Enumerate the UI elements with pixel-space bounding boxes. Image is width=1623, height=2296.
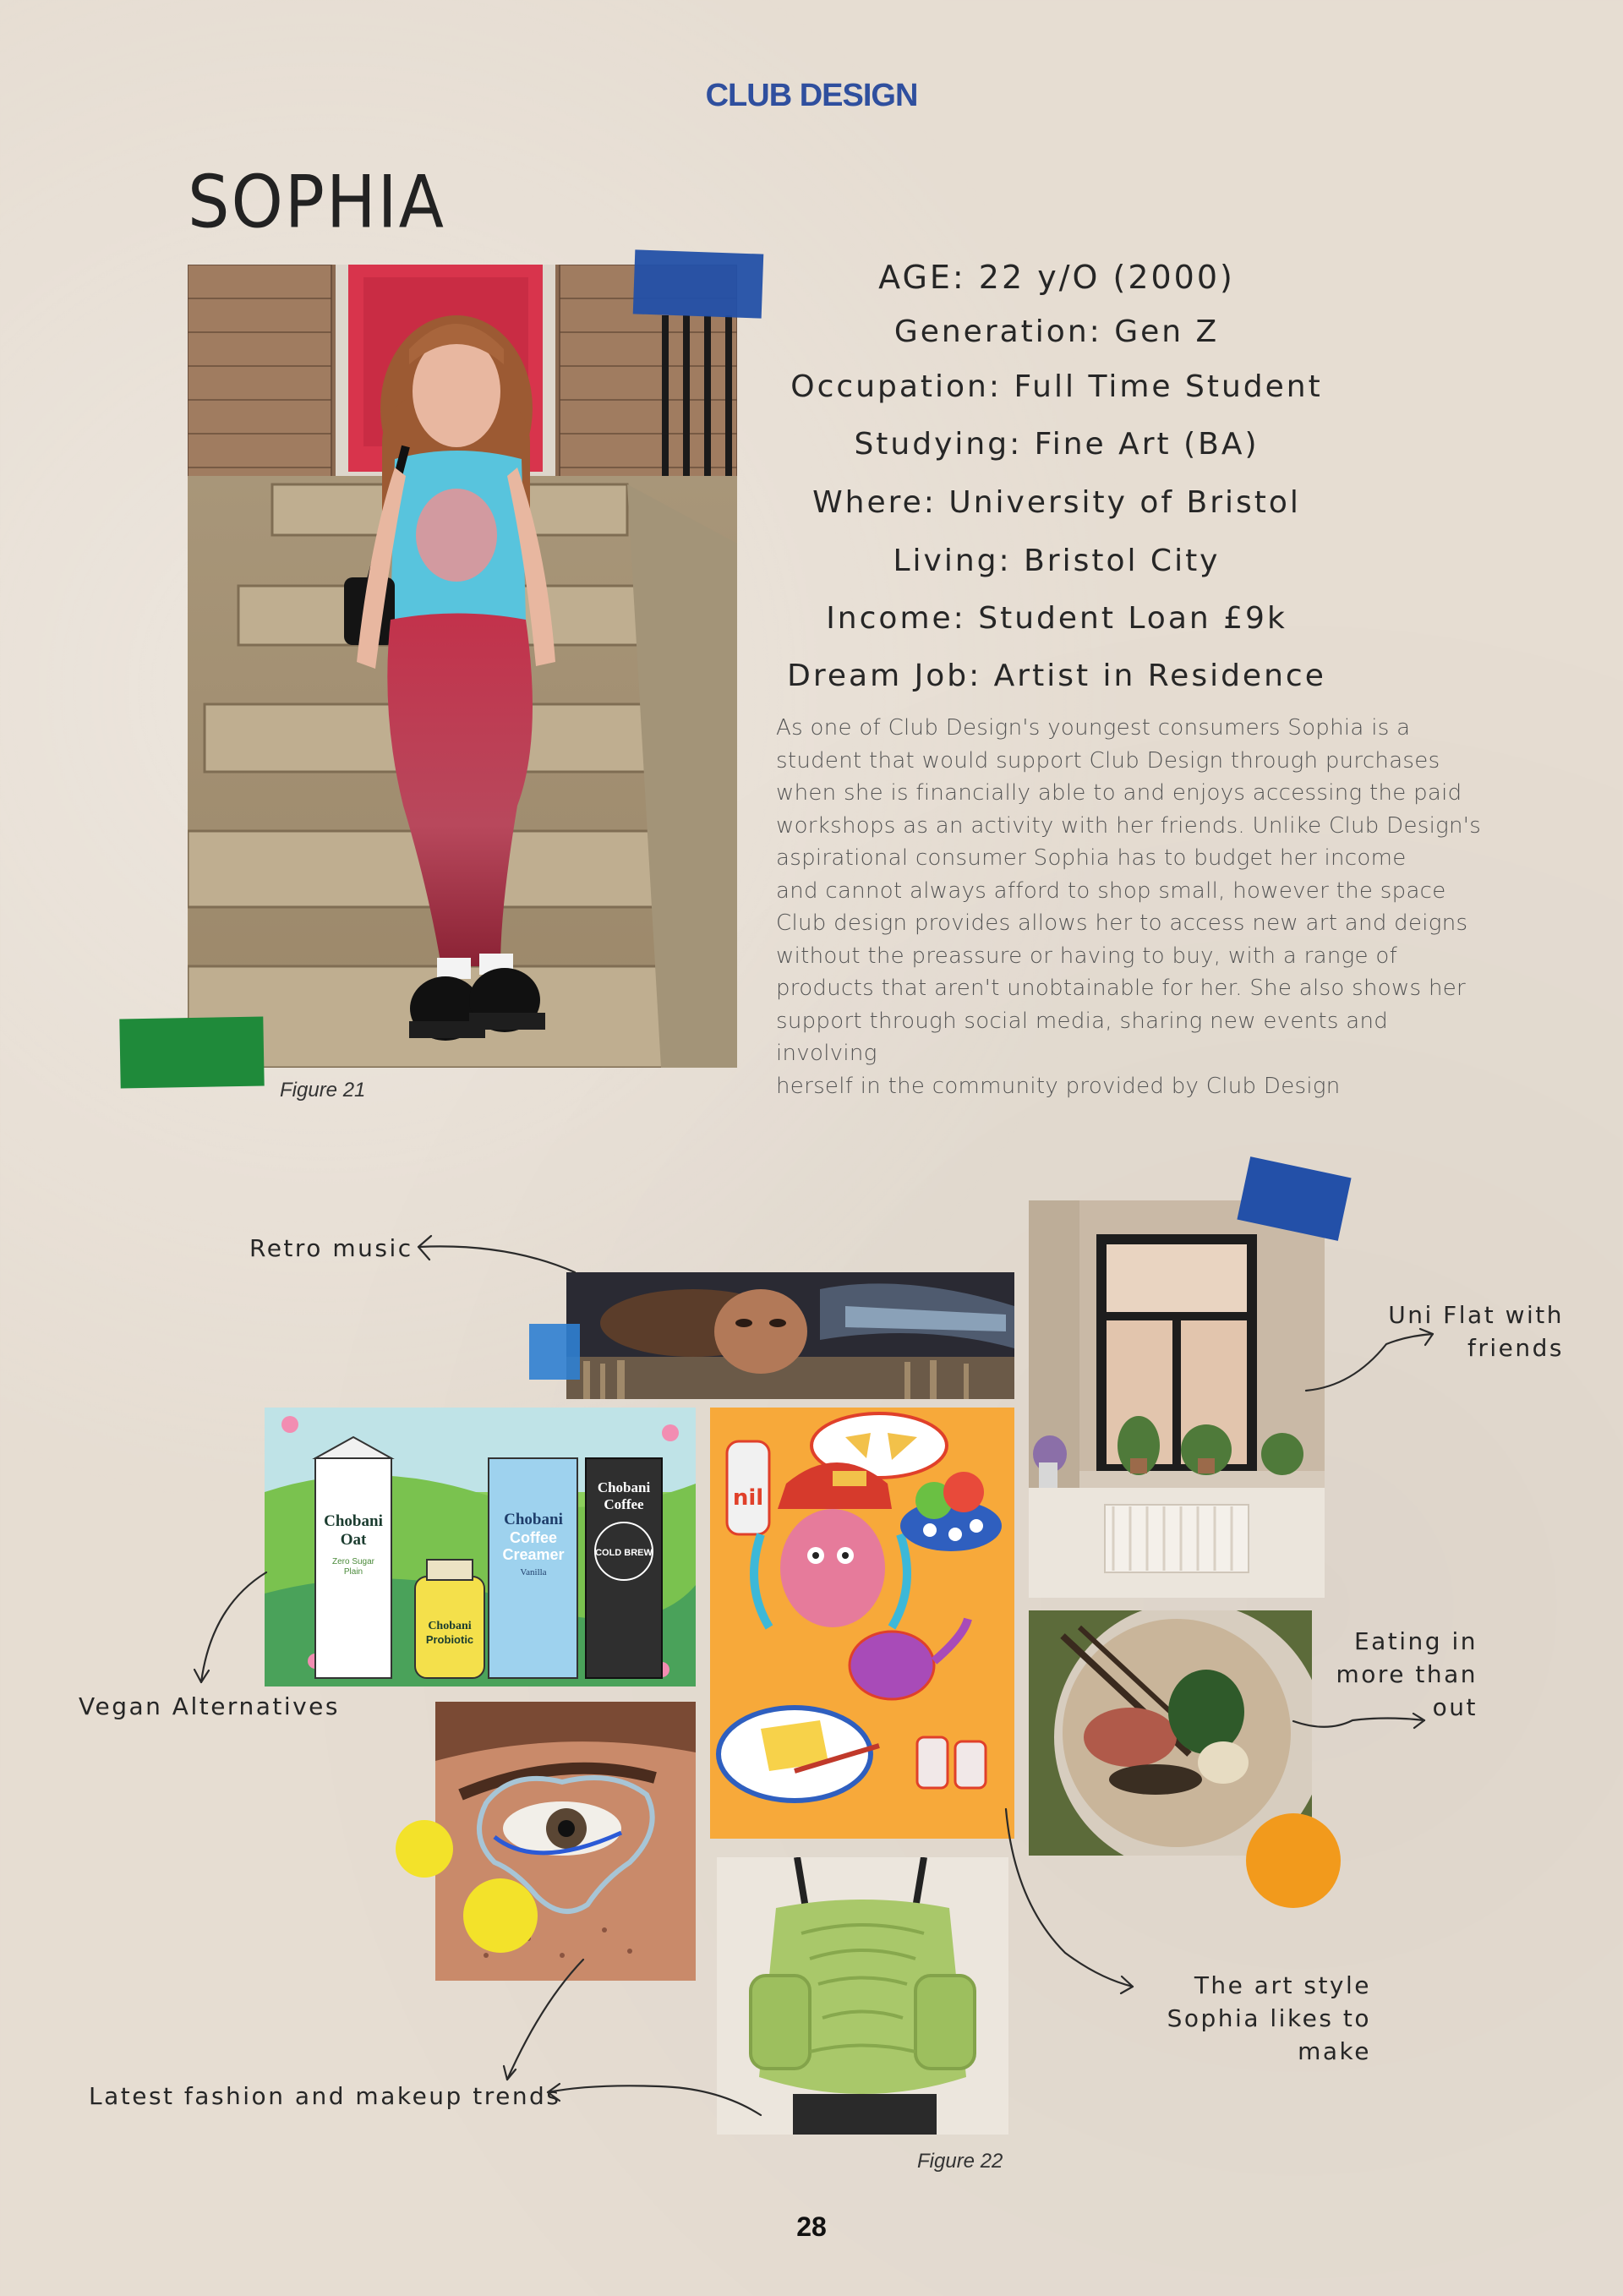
retro-music-image [566,1272,1014,1399]
annotation-art-style-line: The art style [1194,1971,1371,1999]
publication-title: CLUB DESIGN [705,78,918,113]
description-line: support through social media, sharing new events and involving [776,1008,1389,1066]
bottle-sub: Probiotic [425,1633,474,1646]
description-line: aspirational consumer Sophia has to budget her income [776,845,1407,871]
bottle-brand: Chobani [428,1620,472,1632]
description-line: when she is financially able to and enjoys accessing the paid [776,780,1462,806]
carton2-sub2: Creamer [502,1546,565,1563]
annotation-eating-in-line: more than [1336,1660,1478,1688]
figure-21-caption: Figure 21 [280,1079,366,1102]
annotation-uni-flat-line: Uni Flat with [1388,1301,1564,1329]
yellow-dot-decoration [463,1878,538,1953]
blue-square-decoration [529,1324,580,1380]
carton1-sub: Oat [340,1531,367,1549]
svg-text:nil: nil [732,1485,764,1511]
fact-generation: Generation: Gen Z [893,314,1220,349]
orange-dot-decoration [1246,1813,1341,1908]
description-line: student that would support Club Design through purchases [776,747,1440,774]
uni-flat-image [1029,1200,1325,1598]
description-line: without the preassure or having to buy, with a range of [776,943,1398,969]
fact-income: Income: Student Loan £9k [826,601,1287,636]
fact-where: Where: University of Bristol [812,485,1301,520]
description-line: As one of Club Design's youngest consumers Sophia is a [776,715,1411,741]
yellow-dot-decoration [396,1820,453,1878]
description-line: and cannot always afford to shop small, however the space [776,877,1446,904]
carton1-note: Zero Sugar [331,1557,375,1566]
carton1-brand: Chobani [324,1512,383,1530]
description-line: Club design provides allows her to access new art and deigns [776,910,1468,936]
art-style-illustration [710,1408,1014,1839]
annotation-uni-flat-line: friends [1467,1334,1564,1362]
persona-description [776,712,1495,1102]
carton3-note: COLD BREW [595,1548,653,1558]
annotation-eating-in-line: out [1432,1693,1478,1721]
fashion-top-image [717,1857,1008,2135]
fact-living: Living: Bristol City [893,544,1221,578]
persona-name: SOPHIA [188,161,445,245]
carton2-brand: Chobani [504,1511,563,1528]
figure-22-caption: Figure 22 [917,2150,1003,2173]
fact-age: AGE: 22 y/O (2000) [878,259,1235,296]
annotation-art-style-line: make [1298,2037,1371,2065]
annotation-art-style [1124,1969,1371,2068]
annotation-fashion: Latest fashion and makeup trends [89,2082,561,2110]
fact-studying: Studying: Fine Art (BA) [854,427,1260,462]
description-line: products that aren't unobtainable for her. She also shows her [776,976,1467,1001]
annotation-vegan: Vegan Alternatives [79,1692,340,1720]
carton3-brand: Chobani [597,1479,651,1495]
description-line: workshops as an activity with her friends. Unlike Club Design's [776,812,1482,839]
annotation-eating-in [1285,1625,1478,1724]
annotation-eating-in-line: Eating in [1353,1627,1478,1655]
annotation-art-style-line: Sophia likes to [1167,2004,1371,2032]
carton1-note2: Plain [343,1567,363,1577]
green-tape-decoration [119,1017,264,1089]
carton2-note: Vanilla [520,1567,547,1577]
annotation-retro-music: Retro music [249,1234,413,1262]
carton3-sub: Coffee [604,1496,644,1512]
description-line: herself in the community provided by Club Design [776,1073,1341,1099]
annotation-uni-flat [1352,1298,1564,1364]
carton2-sub: Coffee [509,1529,558,1546]
vegan-products-image [265,1408,696,1686]
fact-dream-job: Dream Job: Artist in Residence [787,659,1326,693]
fact-occupation: Occupation: Full Time Student [790,369,1323,404]
page-number: 28 [796,2211,827,2242]
